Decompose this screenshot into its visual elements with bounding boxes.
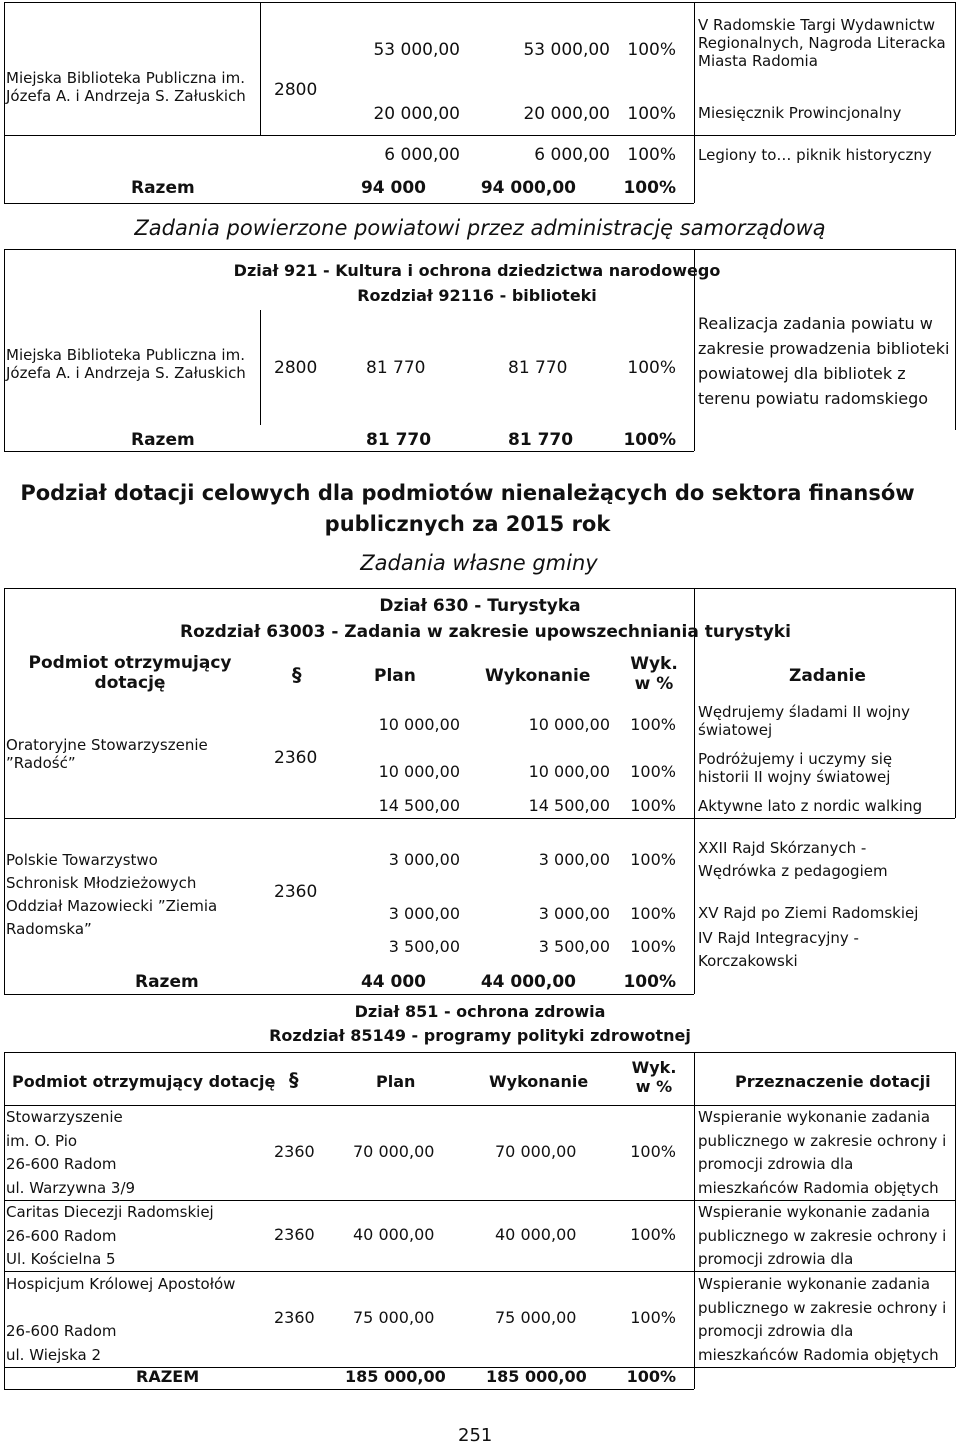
exec-value: 3 000,00 — [538, 850, 610, 869]
task-line: promocji zdrowia dla — [698, 1155, 854, 1173]
org-name: Oratoryjne Stowarzyszenie ”Radość” — [6, 736, 208, 772]
total-exec: 44 000,00 — [480, 972, 576, 992]
paragraph-code: 2360 — [274, 1225, 315, 1244]
header-pct: Wyk. w % — [630, 654, 678, 695]
total-plan: 44 000 — [360, 972, 426, 992]
paragraph-code: 2800 — [274, 358, 318, 378]
task-line: promocji zdrowia dla — [698, 1322, 854, 1340]
org-line: Caritas Diecezji Radomskiej — [6, 1203, 214, 1221]
task-line: mieszkańców Radomia objętych — [698, 1178, 939, 1197]
task-line: Wspieranie wykonanie zadania — [698, 1203, 931, 1221]
plan-value: 81 770 — [366, 358, 426, 378]
total-pct: 100% — [623, 178, 676, 198]
org-line: Stowarzyszenie — [6, 1108, 123, 1126]
task-text: IV Rajd Integracyjny - Korczakowski — [698, 929, 859, 970]
paragraph-code: 2360 — [274, 882, 318, 902]
header-task: Przeznaczenie dotacji — [735, 1072, 931, 1091]
exec-value: 14 500,00 — [528, 796, 610, 815]
task-text: Podróżujemy i uczymy się historii II wojny światowej — [698, 750, 893, 786]
exec-value: 53 000,00 — [523, 40, 610, 60]
task-text: V Radomskie Targi Wydawnictw Regionalnych, Nagroda Literacka Miasta Radomia — [698, 16, 946, 70]
task-text — [698, 1201, 946, 1272]
total-exec: 185 000,00 — [486, 1367, 587, 1386]
exec-value: 81 770 — [508, 358, 568, 378]
pct-value: 100% — [627, 40, 676, 60]
org-name: Polskie Towarzystwo Schronisk Młodzieżowych Oddział Mazowiecki ”Ziemia Radomska” — [6, 851, 218, 938]
task-line: Wspieranie wykonanie zadania — [698, 1108, 931, 1126]
pct-value: 100% — [630, 762, 676, 781]
pct-value: 100% — [630, 1225, 676, 1244]
header-paragraph: § — [289, 1069, 299, 1091]
org-line: Ul. Kościelna 5 — [6, 1250, 116, 1268]
exec-value: 40 000,00 — [495, 1225, 577, 1244]
org-line: 26-600 Radom — [6, 1155, 117, 1173]
pct-value: 100% — [630, 937, 676, 956]
plan-value: 20 000,00 — [373, 104, 460, 124]
plan-value: 14 500,00 — [378, 796, 460, 815]
page-title: Podział dotacji celowych dla podmiotów nienależących do sektora finansów — [20, 481, 915, 505]
dzial-label: Dział 921 - Kultura i ochrona dziedzictwa narodowego — [233, 261, 721, 280]
dzial-label: Dział 630 - Turystyka — [379, 596, 581, 616]
exec-value: 3 000,00 — [538, 904, 610, 923]
paragraph-code: 2800 — [274, 80, 318, 100]
org-line: ul. Wiejska 2 — [6, 1345, 102, 1364]
rozdzial-label: Rozdział 92116 - biblioteki — [357, 286, 597, 305]
plan-value: 53 000,00 — [373, 40, 460, 60]
total-pct: 100% — [626, 1367, 676, 1386]
org-name: Miejska Biblioteka Publiczna im. Józefa A. i Andrzeja S. Załuskich — [6, 69, 246, 105]
header-pct: Wyk. w % — [631, 1058, 677, 1097]
total-exec: 94 000,00 — [480, 178, 576, 198]
task-text: Legiony to… piknik historyczny — [698, 146, 932, 164]
pct-value: 100% — [630, 796, 676, 815]
header-exec: Wykonanie — [489, 1072, 589, 1091]
section-subtitle: Zadania własne gminy — [360, 551, 598, 575]
page-number: 251 — [458, 1425, 493, 1446]
pct-value: 100% — [627, 358, 676, 378]
header-task: Zadanie — [789, 666, 866, 686]
org-line: im. O. Pio — [6, 1131, 78, 1150]
section-heading: Zadania powierzone powiatowi przez administrację samorządową — [134, 216, 826, 240]
paragraph-code: 2360 — [274, 748, 318, 768]
header-recipient: Podmiot otrzymujący dotację — [28, 653, 232, 694]
plan-value: 40 000,00 — [353, 1225, 435, 1244]
total-label: Razem — [131, 430, 195, 450]
pct-value: 100% — [627, 145, 676, 165]
org-line: Hospicjum Królowej Apostołów — [6, 1275, 236, 1293]
org-address — [6, 1201, 214, 1272]
rozdzial-label: Rozdział 85149 - programy polityki zdrowotnej — [269, 1026, 691, 1045]
task-line: mieszkańców Radomia objętych — [698, 1345, 939, 1364]
rozdzial-label: Rozdział 63003 - Zadania w zakresie upowszechniania turystyki — [180, 622, 791, 642]
plan-value: 75 000,00 — [353, 1308, 435, 1327]
org-address — [6, 1273, 235, 1367]
pct-value: 100% — [630, 850, 676, 869]
plan-value: 6 000,00 — [384, 145, 460, 165]
task-text: Wędrujemy śladami II wojny światowej — [698, 703, 910, 739]
total-exec: 81 770 — [508, 430, 574, 450]
total-plan: 94 000 — [360, 178, 426, 198]
pct-value: 100% — [630, 904, 676, 923]
plan-value: 3 000,00 — [388, 850, 460, 869]
task-line: publicznego w zakresie ochrony i — [698, 1226, 947, 1245]
header-exec: Wykonanie — [485, 666, 591, 686]
total-pct: 100% — [623, 430, 676, 450]
pct-value: 100% — [630, 715, 676, 734]
plan-value: 10 000,00 — [378, 715, 460, 734]
org-line: 26-600 Radom — [6, 1322, 117, 1340]
pct-value: 100% — [630, 1142, 676, 1161]
task-line: publicznego w zakresie ochrony i — [698, 1131, 947, 1150]
dzial-label: Dział 851 - ochrona zdrowia — [354, 1002, 606, 1021]
task-text: Realizacja zadania powiatu w zakresie prowadzenia biblioteki powiatowej dla bibliotek z terenu powiatu radomskiego — [698, 314, 950, 408]
task-text — [698, 1273, 946, 1367]
total-label: RAZEM — [136, 1367, 200, 1386]
exec-value: 70 000,00 — [495, 1142, 577, 1161]
paragraph-code: 2360 — [274, 1308, 315, 1327]
task-text: Miesięcznik Prowincjonalny — [698, 104, 902, 122]
paragraph-code: 2360 — [274, 1142, 315, 1161]
header-recipient: Podmiot otrzymujący dotację — [12, 1072, 276, 1091]
task-text: Aktywne lato z nordic walking — [698, 797, 923, 815]
task-text: XXII Rajd Skórzanych - Wędrówka z pedagogiem — [698, 839, 888, 880]
plan-value: 70 000,00 — [353, 1142, 435, 1161]
page-title-line2: publicznych za 2015 rok — [324, 512, 611, 536]
task-line: promocji zdrowia dla — [698, 1250, 854, 1268]
exec-value: 20 000,00 — [523, 104, 610, 124]
org-line: 26-600 Radom — [6, 1226, 117, 1245]
org-address — [6, 1106, 135, 1200]
org-line: ul. Warzywna 3/9 — [6, 1178, 136, 1197]
task-text: XV Rajd po Ziemi Radomskiej — [698, 904, 919, 922]
task-line: publicznego w zakresie ochrony i — [698, 1298, 947, 1317]
exec-value: 6 000,00 — [534, 145, 610, 165]
header-plan: Plan — [374, 666, 416, 686]
plan-value: 10 000,00 — [378, 762, 460, 781]
pct-value: 100% — [627, 104, 676, 124]
task-line: Wspieranie wykonanie zadania — [698, 1275, 931, 1293]
pct-value: 100% — [630, 1308, 676, 1327]
plan-value: 3 000,00 — [388, 904, 460, 923]
exec-value: 10 000,00 — [528, 715, 610, 734]
total-pct: 100% — [623, 972, 676, 992]
header-paragraph: § — [292, 664, 302, 686]
total-label: Razem — [131, 178, 195, 198]
total-label: Razem — [135, 972, 199, 992]
exec-value: 75 000,00 — [495, 1308, 577, 1327]
org-name: Miejska Biblioteka Publiczna im. Józefa A. i Andrzeja S. Załuskich — [6, 346, 246, 382]
header-plan: Plan — [376, 1072, 416, 1091]
task-text — [698, 1106, 946, 1200]
exec-value: 10 000,00 — [528, 762, 610, 781]
plan-value: 3 500,00 — [388, 937, 460, 956]
exec-value: 3 500,00 — [538, 937, 610, 956]
total-plan: 81 770 — [366, 430, 432, 450]
total-plan: 185 000,00 — [345, 1367, 446, 1386]
